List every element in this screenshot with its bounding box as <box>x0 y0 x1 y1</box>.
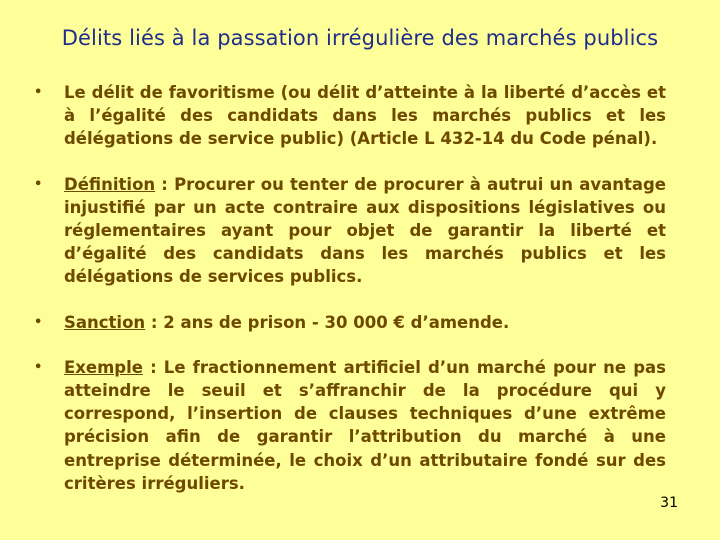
bullet-list <box>34 81 666 495</box>
bullet-text: : Procurer ou tenter de procurer à autrui un avantage injustifié par un acte contraire aux dispositions législatives ou réglementaires ayant pour objet de garantir la liberté et d’égalité des candidats dans les marchés publics et les délégations de services publics. <box>64 174 666 287</box>
bullet-text: Le délit de favoritisme (ou délit d’atteinte à la liberté d’accès et à l’égalité des candidats dans les marchés publics et les délégations de service public) (Article L 432-14 du Code pénal). <box>64 83 666 149</box>
bullet-dot-icon: • <box>34 85 43 100</box>
bullet-dot-icon: • <box>34 176 43 192</box>
page-number: 31 <box>660 495 678 511</box>
bullet-text: : 2 ans de prison - 30 000 € d’amende. <box>145 312 510 332</box>
bullet-dot-icon: • <box>34 314 43 330</box>
bullet-sanction <box>34 311 666 334</box>
bullet-favoritisme <box>34 81 666 151</box>
bullet-definition <box>34 173 666 289</box>
bullet-dot-icon: • <box>34 359 43 375</box>
bullet-exemple <box>34 356 666 495</box>
bullet-lead: Sanction <box>64 312 146 332</box>
slide-title: Délits liés à la passation irrégulière des marchés publics <box>61 26 659 50</box>
bullet-text: : Le fractionnement artificiel d’un marché pour ne pas atteindre le seuil et s’affranchir de la procédure qui y correspond, l’insertion de clauses techniques d’une extrême précision afin de garantir l’attribution du marché à une entreprise déterminée, le choix d’un attributaire fondé sur des critères irréguliers. <box>64 357 666 493</box>
bullet-lead: Définition <box>64 174 156 194</box>
bullet-lead: Exemple <box>64 357 143 377</box>
